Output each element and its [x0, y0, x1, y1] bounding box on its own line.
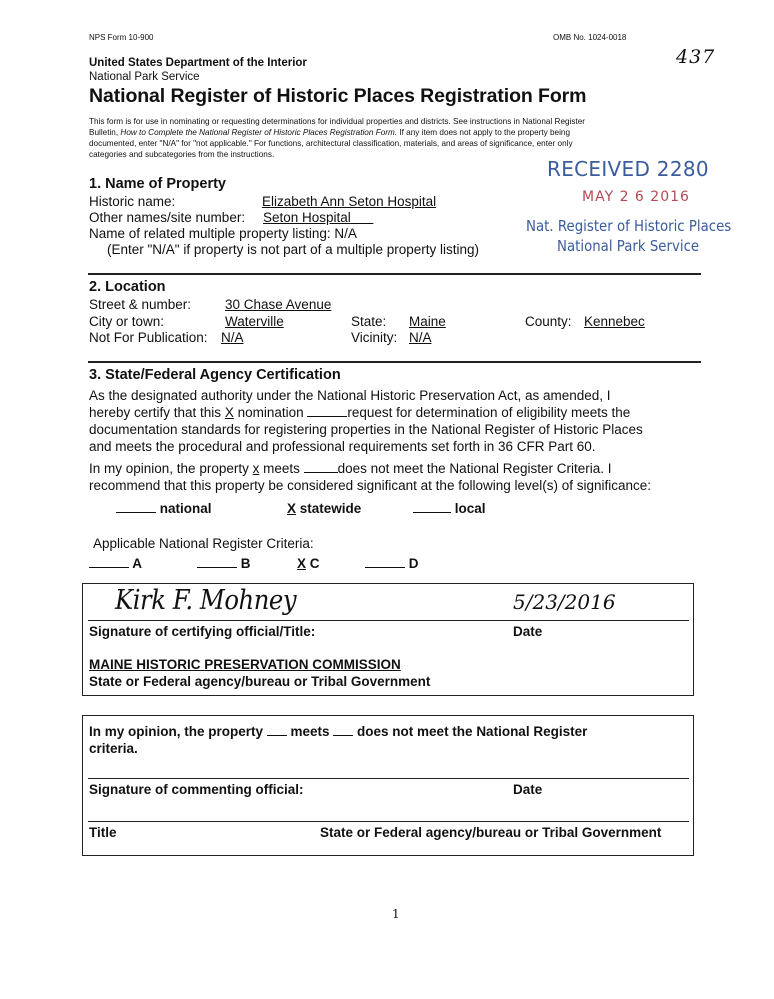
level-national: [116, 500, 212, 517]
criteria-label: Applicable National Register Criteria:: [93, 536, 314, 551]
level-local-label: local: [454, 501, 486, 516]
criterion-d: [365, 555, 419, 572]
nfp-value: N/A: [221, 330, 244, 345]
commenting-official-label: Signature of commenting official:: [89, 782, 304, 797]
department: United States Department of the Interior: [89, 57, 307, 69]
instructions-line-4: categories and subcategories from the instructions.: [89, 150, 275, 159]
blank-line: [89, 555, 129, 568]
title-line: [88, 821, 689, 822]
vicinity-value: N/A: [409, 330, 432, 345]
street-label: Street & number:: [89, 297, 192, 312]
related-listing-note: (Enter "N/A" if property is not part of a multiple property listing): [107, 242, 479, 257]
certification-line-1: As the designated authority under the National Historic Preservation Act, as amended, I: [89, 388, 611, 403]
criterion-b-label: B: [240, 556, 251, 571]
omb-number: OMB No. 1024-0018: [553, 33, 627, 42]
historic-name-value: Elizabeth Ann Seton Hospital: [262, 194, 437, 209]
comment-opinion-line-2: criteria.: [89, 741, 138, 756]
section-3-heading: 3. State/Federal Agency Certification: [89, 367, 341, 383]
criterion-c-label: C: [306, 556, 320, 571]
meets-check: x: [252, 461, 260, 476]
agency-label: State or Federal agency/bureau or Tribal Government: [89, 674, 431, 689]
opinion-text: In my opinion, the property: [89, 461, 253, 476]
vicinity-label: Vicinity:: [351, 330, 398, 345]
comment-date-label: Date: [513, 782, 543, 797]
cert-text: hereby certify that this: [89, 405, 225, 420]
county-label: County:: [525, 314, 572, 329]
state-label: State:: [351, 314, 387, 329]
state-value: Maine: [409, 314, 446, 329]
other-names-text: Seton Hospital: [263, 210, 351, 225]
instructions-line-1: This form is for use in nominating or requesting determinations for individual properties and districts. See instructions in National Register: [89, 117, 586, 126]
section-divider: [88, 273, 701, 275]
agency-name: MAINE HISTORIC PRESERVATION COMMISSION: [89, 657, 401, 672]
received-date-stamp: MAY 2 6 2016: [582, 189, 690, 205]
certification-line-2: [89, 404, 630, 421]
blank-line: [333, 723, 353, 736]
cert-date-label: Date: [513, 624, 543, 639]
other-names-label: Other names/site number:: [89, 210, 246, 225]
instructions-line-3: documented, enter "N/A" for "not applicable." For functions, architectural classification, materials, and areas of significance, enter only: [89, 139, 573, 148]
statewide-check: X: [287, 501, 297, 516]
comment-text: meets: [286, 724, 334, 739]
section-1-heading: 1. Name of Property: [89, 176, 226, 192]
opinion-line-1: [89, 460, 612, 477]
criterion-c: [297, 555, 320, 572]
criterion-c-check: X: [297, 556, 307, 571]
cert-text: request for determination of eligibility meets the: [347, 405, 631, 420]
criterion-a-label: A: [132, 556, 142, 571]
level-local: [413, 500, 486, 517]
register-stamp-line-1: Nat. Register of Historic Places: [526, 217, 732, 235]
signature-line: [88, 620, 689, 621]
historic-name-label: Historic name:: [89, 194, 176, 209]
title-label: Title: [89, 825, 117, 840]
service: National Park Service: [89, 71, 200, 83]
instructions-line-2: [89, 128, 570, 137]
other-names-value: [263, 209, 373, 226]
level-national-label: national: [159, 501, 212, 516]
instructions-text: Bulletin,: [89, 128, 121, 137]
blank-line: [365, 555, 405, 568]
opinion-text: does not meet the National Register Criteria. I: [337, 461, 612, 476]
related-listing-label: Name of related multiple property listing: N/A: [89, 226, 357, 241]
signed-date: 5/23/2016: [513, 590, 616, 614]
city-value: Waterville: [225, 314, 284, 329]
street-value: 30 Chase Avenue: [225, 297, 332, 312]
comment-agency-label: State or Federal agency/bureau or Tribal Government: [320, 825, 662, 840]
certification-line-3: documentation standards for registering properties in the National Register of Historic Places: [89, 422, 643, 437]
county-value: Kennebec: [584, 314, 645, 329]
section-divider: [88, 361, 701, 363]
level-statewide-label: statewide: [296, 501, 362, 516]
criterion-d-label: D: [408, 556, 419, 571]
certification-line-4: and meets the procedural and professional requirements set forth in 36 CFR Part 60.: [89, 439, 596, 454]
level-statewide: [287, 500, 361, 517]
blank-line: [413, 500, 451, 513]
received-stamp: RECEIVED 2280: [547, 157, 709, 181]
signature-line: [88, 778, 689, 779]
nomination-check: X: [224, 405, 234, 420]
criterion-b: [197, 555, 251, 572]
register-stamp-line-2: National Park Service: [557, 237, 700, 255]
nfp-label: Not For Publication:: [89, 330, 208, 345]
blank-line: [304, 460, 338, 473]
blank-line: [197, 555, 237, 568]
instructions-bulletin-title: How to Complete the National Register of Historic Places Registration Form.: [120, 128, 398, 137]
opinion-line-2: recommend that this property be considered significant at the following level(s) of significance:: [89, 478, 652, 493]
comment-text: does not meet the National Register: [353, 724, 588, 739]
comment-opinion-line-1: [89, 723, 587, 740]
section-2-heading: 2. Location: [89, 279, 166, 295]
comment-text: In my opinion, the property: [89, 724, 267, 739]
criterion-a: [89, 555, 142, 572]
form-number: NPS Form 10-900: [89, 33, 154, 42]
page-title: National Register of Historic Places Registration Form: [89, 85, 587, 107]
page-number: 1: [392, 907, 400, 921]
official-signature: Kirk F. Mohney: [115, 585, 297, 616]
blank-line: [267, 723, 287, 736]
city-label: City or town:: [89, 314, 165, 329]
blank-line: [116, 500, 156, 513]
cert-text: nomination: [233, 405, 308, 420]
blank-line: [307, 404, 347, 417]
instructions-text: If any item does not apply to the property being: [397, 128, 571, 137]
opinion-text: meets: [259, 461, 304, 476]
certifying-official-label: Signature of certifying official/Title:: [89, 624, 316, 639]
handwritten-number: 437: [676, 46, 716, 68]
